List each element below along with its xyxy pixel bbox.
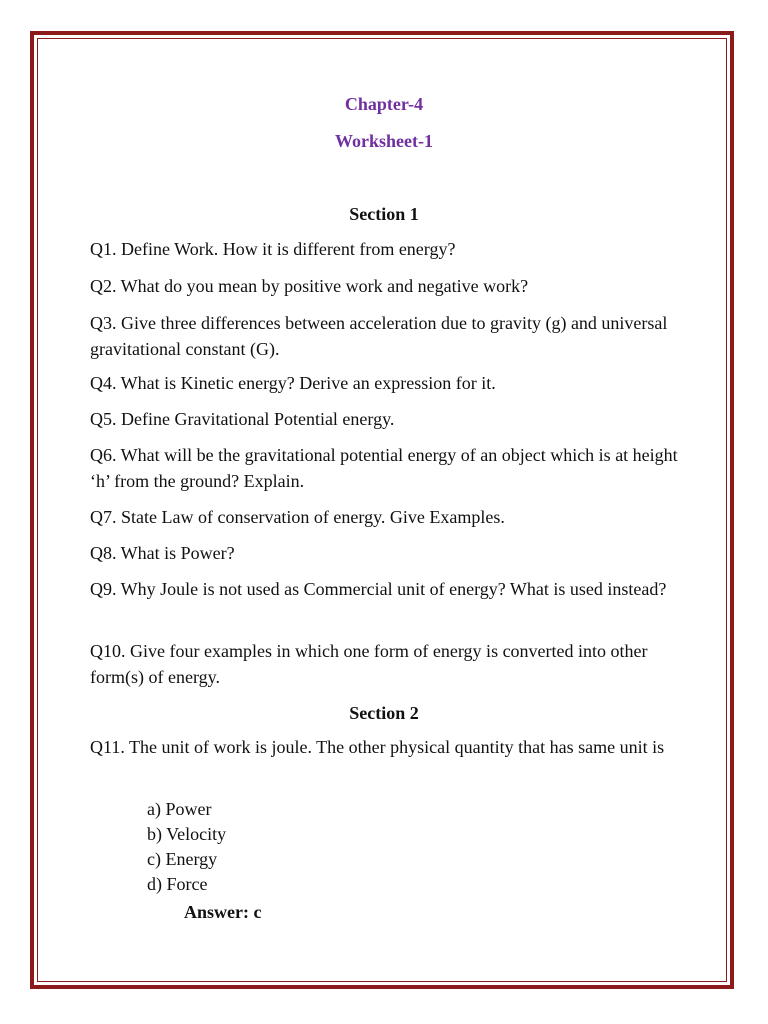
- question-q5: Q5. Define Gravitational Potential energy.: [90, 409, 395, 429]
- chapter-heading: Chapter-4: [344, 94, 424, 114]
- question-q1: Q1. Define Work. How it is different from energy?: [90, 239, 456, 259]
- question-q2: Q2. What do you mean by positive work and negative work?: [90, 276, 529, 296]
- section-1-title: Section 1: [349, 204, 419, 224]
- option-a: a) Power: [147, 799, 212, 819]
- question-q9: Q9. Why Joule is not used as Commercial unit of energy? What is used instead?: [90, 579, 667, 599]
- question-q8: Q8. What is Power?: [90, 543, 235, 563]
- option-c: c) Energy: [147, 849, 218, 869]
- option-b: b) Velocity: [147, 824, 227, 844]
- question-q11: Q11. The unit of work is joule. The other physical quantity that has same unit is: [90, 737, 665, 757]
- worksheet-heading: Worksheet-1: [335, 131, 433, 151]
- question-q6: Q6. What will be the gravitational potential energy of an object which is at height ‘h’ from the ground? Explain.: [90, 445, 678, 491]
- question-q10: Q10. Give four examples in which one form of energy is converted into other form(s) of energy.: [90, 641, 648, 687]
- question-q7: Q7. State Law of conservation of energy. Give Examples.: [90, 507, 505, 527]
- question-q4: Q4. What is Kinetic energy? Derive an expression for it.: [90, 373, 496, 393]
- question-q3: Q3. Give three differences between acceleration due to gravity (g) and universal gravitational constant (G).: [90, 313, 668, 359]
- section-2-title: Section 2: [349, 703, 419, 723]
- answer-text: Answer: c: [184, 902, 262, 922]
- option-d: d) Force: [147, 874, 208, 894]
